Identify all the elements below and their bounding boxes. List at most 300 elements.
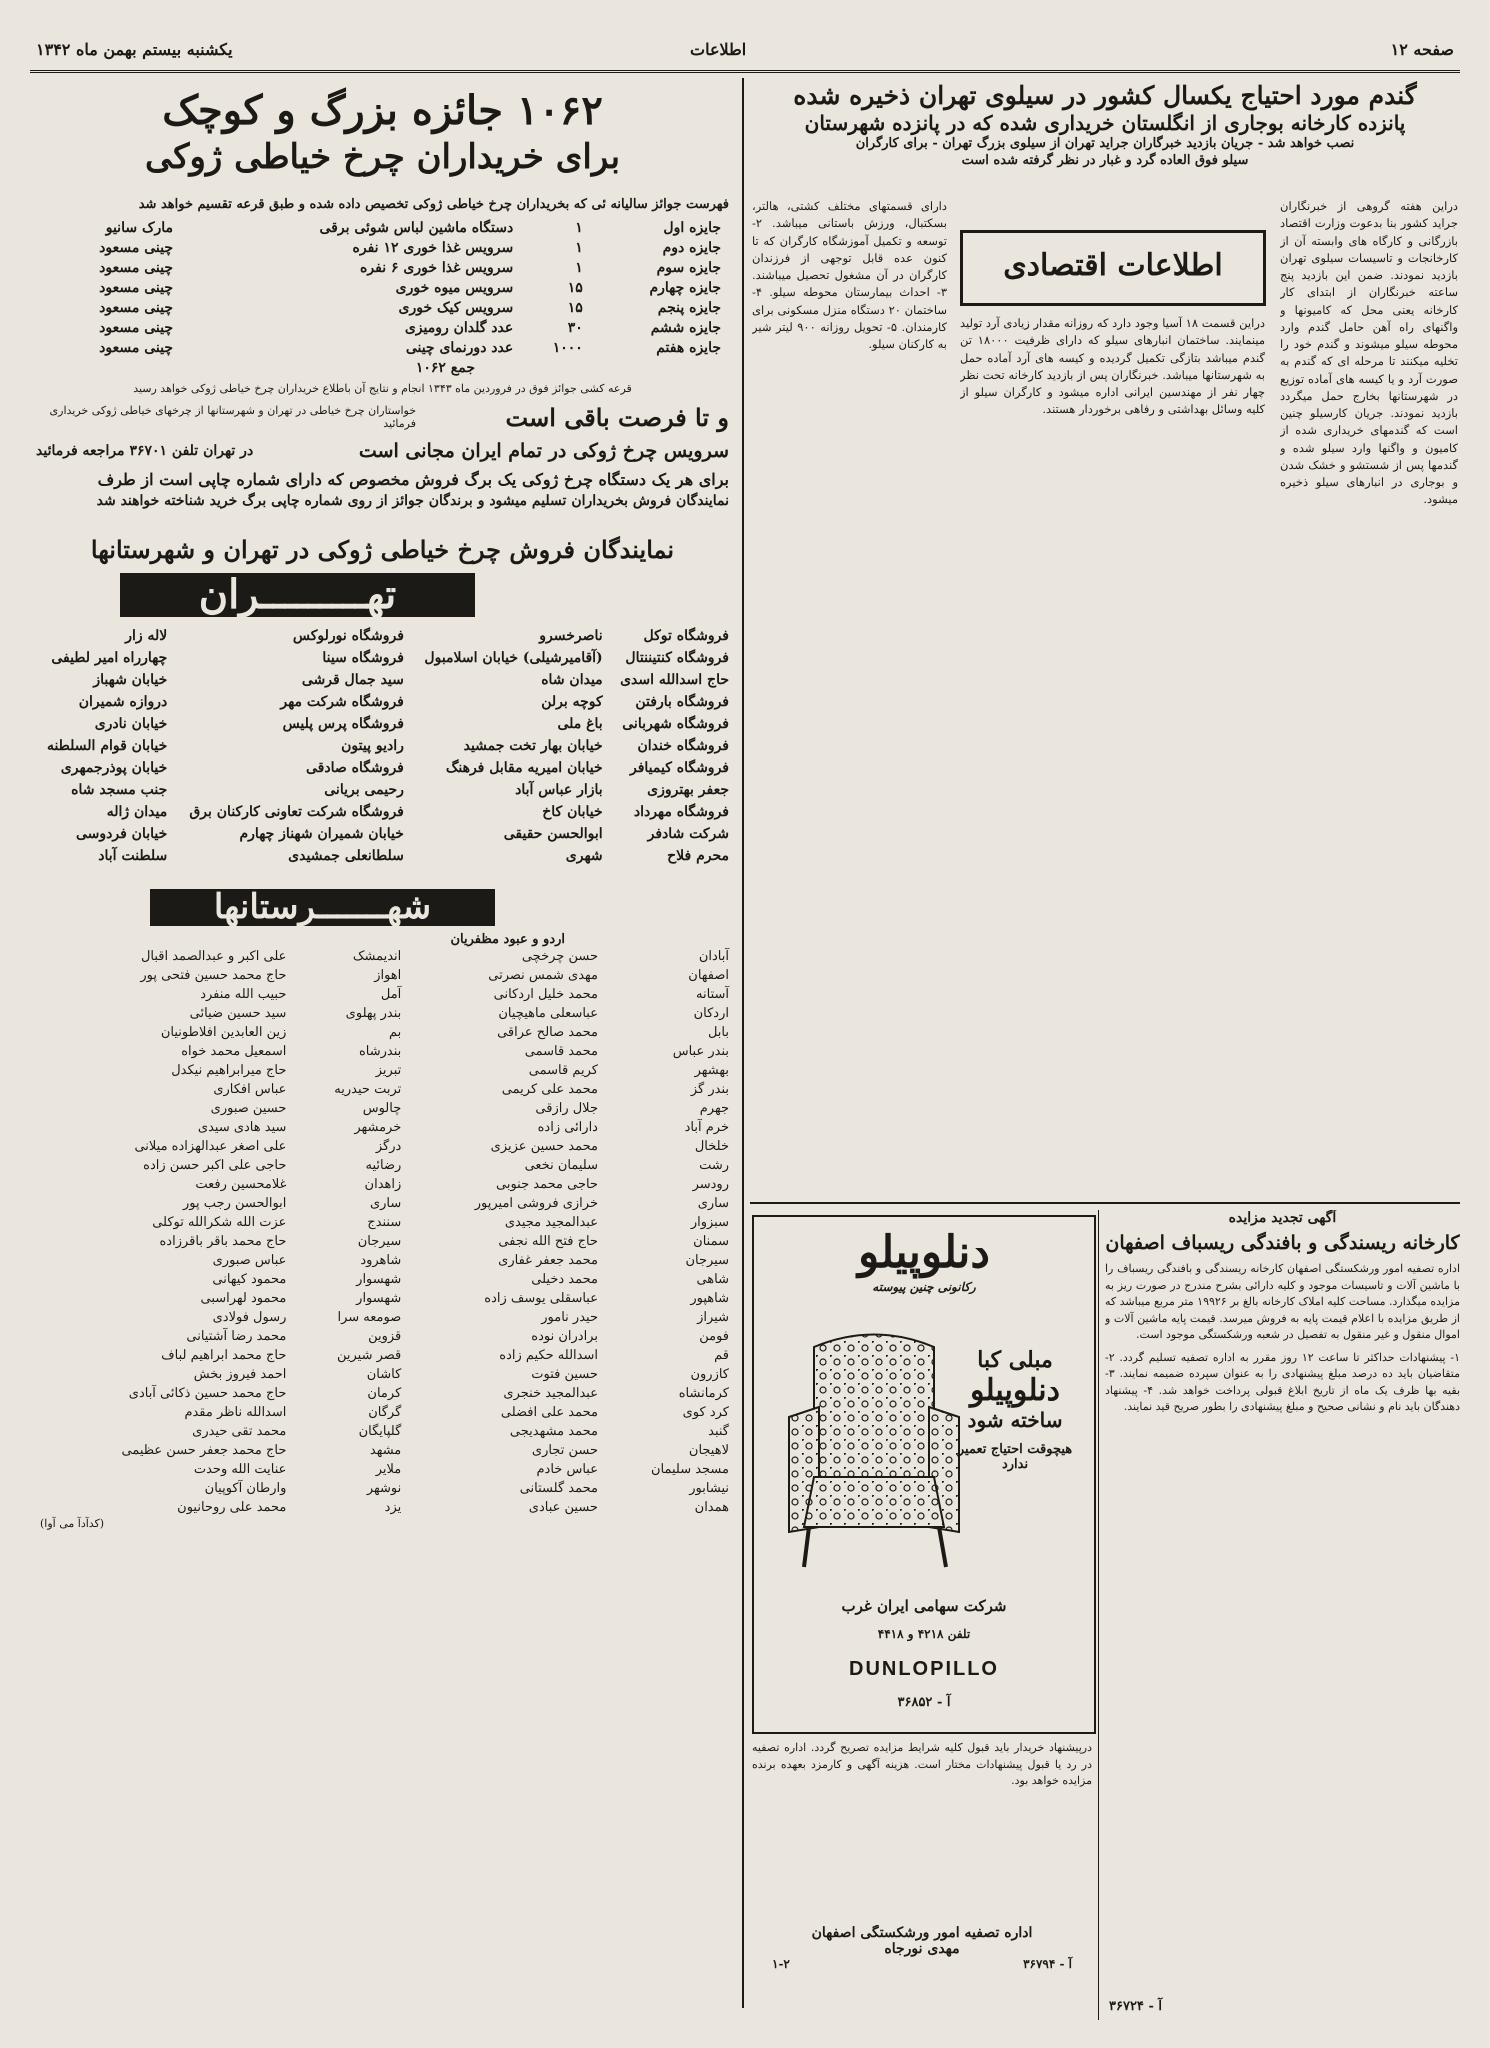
agent-name: حاج محمد حسین ذکائی آبادی — [128, 1385, 287, 1401]
tehran-agent-cell: خیابان شهباز — [93, 671, 168, 688]
tehran-agent-row — [35, 845, 735, 867]
dunlopillo-dealer: شرکت سهامی ایران غرب — [841, 1597, 1007, 1615]
dunlopillo-slogan — [950, 1347, 1080, 1472]
tehran-agent-cell: رادیو پیتون — [341, 737, 404, 754]
prize-row — [37, 258, 727, 278]
agents-title: نمایندگان فروش چرخ خیاطی ژوکی در تهران و شهرستانها — [90, 534, 675, 564]
prize-item: سرویس کیک خوری — [398, 299, 514, 316]
city-name: قزوین — [368, 1328, 402, 1344]
agent-name: محمد علی افضلی — [500, 1404, 598, 1420]
city-name: کرمانشاه — [678, 1385, 729, 1401]
prize-rank: جایزه هفتم — [656, 339, 721, 356]
agent-name: عباس صبوری — [212, 1252, 287, 1268]
agent-name: محمد حسین عزیزی — [490, 1138, 598, 1154]
agent-name: حاج میرابراهیم نیکدل — [171, 1062, 287, 1078]
city-name: ساری — [697, 1195, 729, 1211]
city-name: سیرجان — [357, 1233, 402, 1249]
city-name: اهواز — [374, 967, 402, 983]
prize-rank: جایزه ششم — [650, 319, 721, 336]
city-name: بابل — [707, 1024, 729, 1040]
tehran-agent-cell: فروشگاه بارفتن — [635, 693, 729, 710]
city-agent-row — [35, 985, 735, 1004]
agent-name: سلیمان نخعی — [524, 1157, 598, 1173]
ad-footer-code: (کدآدآ می آوا) — [40, 1516, 105, 1530]
tehran-agent-cell: خیابان قوام السلطنه — [46, 737, 168, 754]
dunlopillo-brand: دنلوپیلو — [858, 1227, 990, 1278]
wheat-article-body-col3 — [752, 198, 947, 1188]
city-agent-row — [35, 1346, 735, 1365]
agent-name: مهدی شمس نصرتی — [488, 967, 598, 983]
city-agent-row — [35, 1232, 735, 1251]
prize-row — [37, 298, 727, 318]
city-name: اندیمشک — [352, 948, 402, 964]
agent-name: محمد صالح عراقی — [497, 1024, 598, 1040]
prize-list-intro: فهرست جوائز سالیانه ئی که بخریداران چرخ خیاطی ژوکی تخصیص داده شده و طبق قرعه تقسیم خواهد شد — [138, 196, 729, 212]
auction-signature — [752, 1925, 1092, 1995]
city-name: گلپایگان — [358, 1423, 402, 1439]
section-divider — [750, 1202, 1460, 1204]
prize-rank: جایزه سوم — [656, 259, 721, 276]
wheat-article-body-col2 — [960, 315, 1265, 1195]
city-name: ساری — [369, 1195, 402, 1211]
city-name: رودسر — [692, 1176, 729, 1192]
city-name: اصفهان — [688, 967, 729, 983]
auction-notice — [1105, 1210, 1460, 2020]
city-name: بندر پهلوی — [345, 1005, 402, 1021]
prize-brand: چینی مسعود — [99, 239, 173, 256]
tehran-agent-row — [35, 823, 735, 845]
city-agent-row — [35, 1118, 735, 1137]
city-name: یزد — [384, 1499, 402, 1515]
headline-sub: پانزده کارخانه بوجاری از انگلستان خریداری شده که در پانزده شهرستان — [804, 111, 1406, 136]
city-agent-row — [35, 947, 735, 966]
prize-table — [37, 218, 727, 358]
newspaper-page — [30, 30, 1460, 2020]
column-divider — [742, 78, 744, 2008]
winners-note: نمایندگان فروش بخریداران تسلیم میشود و برندگان جوائز از روی شماره چاپی برگ خرید شناخته خواهند شد — [96, 492, 729, 509]
agent-name: محمود لهراسبی — [200, 1290, 287, 1306]
city-name: لاهیجان — [688, 1442, 729, 1458]
city-agent-row — [35, 1061, 735, 1080]
city-agent-row — [35, 1460, 735, 1479]
city-agent-row — [35, 1251, 735, 1270]
tehran-agent-row — [35, 757, 735, 779]
slogan-line-4: هیچوقت احتیاج تعمیر ندارد — [957, 1442, 1073, 1472]
city-name: شاهرود — [360, 1252, 402, 1268]
city-name: آبادان — [698, 948, 729, 964]
article-text: دراین هفته گروهی از خبرنگاران جراید کشور بنا بدعوت وزارت اقتصاد بازرگانی و کارگاه های وابسته آن از کارخانجات و تاسیسات سیلوی تهران بازدید نمودند. ضمن این بازدید پنج ساعته خبرنگاران از ابتدای کار کارخانه یعنی محل که کامیونها و واگنهای راه آهن حامل گندم وارد محوطه سیلو میشوند و گندم خود را تخلیه میکنند تا مرحله ای که گندم به صورت آرد و یا کیسه های آماده توزیع در شهرستانها بخارج حمل میگردد بازدید نمودند. جریان کارسیلو چنین است که گندمهای خریداری شده از کامیون و واگنها وارد سیلو شده و گندمها پس از شستشو و خشک شدن و بوجاری در انبارهای سیلو ذخیره میشود. — [1280, 199, 1458, 507]
city-name: آمل — [380, 986, 402, 1002]
auction-body: اداره تصفیه امور ورشکستگی اصفهان کارخانه ریسندگی و بافندگی ریسباف را با ماشین آلات و تاسیسات موجود و کلیه دارائی بشرح مندرج در صورت ریز به مزایده میگذارد. مساحت کلیه املاک کارخانه بالغ بر ۱۹۹۲۶ متر مربع میباشد که از طریق مزایده با اعلام قیمت پایه به فروش میرسد. قیمت پایه ماشین آلات و اموال منقول و غیر منقول به تفصیل در شعبه ورشکستگی موجود است. — [1105, 1262, 1460, 1342]
prize-brand: چینی مسعود — [99, 299, 173, 316]
city-name: سمنان — [693, 1233, 729, 1249]
sales-slip-note: برای هر یک دستگاه چرخ ژوکی یک برگ فروش مخصوص که دارای شماره چاپی است از طرف — [97, 469, 729, 489]
city-name: گرگان — [368, 1404, 402, 1420]
tehran-agent-cell: فروشگاه کیمیافر — [629, 759, 729, 776]
tehran-agent-row — [35, 801, 735, 823]
paper-name: اطلاعات — [690, 40, 747, 59]
city-name: بندر عباس — [672, 1043, 729, 1059]
auction-conditions: درپیشنهاد خریدار باید قبول کلیه شرایط مزایده تصریح گردد. اداره تصفیه در رد یا قبول پیشنهادات مختار است. هزینه آگهی و کارمزد بعهده برنده مزایده خواهد بود. — [752, 1741, 1092, 1787]
agent-name: عباسقلی یوسف زاده — [484, 1290, 598, 1306]
tehran-agent-cell: فروشگاه پرس پلیس — [282, 715, 404, 732]
tehran-agent-cell: خیابان شمیران شهناز چهارم — [239, 825, 404, 842]
article-text: دراین قسمت ۱۸ آسیا وجود دارد که روزانه مقدار زیادی آرد تولید مینمایند. ساختمان انبارهای سیلو که دارای ظرفیت ۱۸۰۰۰ تن گندم میباشد بتازگی تکمیل گردیده و کیسه های آرد آماده حمل به شهرستانها میباشد. خبرنگاران پس از بازدید کارخانه تحت نظر چهار نفر از مهندسین ایرانی اداره میشود و کارگران سیلو از کلیه وسائل بهداشتی و رفاهی برخوردار هستند. — [960, 316, 1265, 417]
agent-name: زین العابدین افلاطونیان — [160, 1024, 287, 1040]
tehran-agent-cell: رحیمی بریانی — [324, 781, 404, 798]
agent-name: رسول فولادی — [212, 1309, 287, 1325]
city-name: رشت — [699, 1157, 729, 1173]
city-agent-row — [35, 1156, 735, 1175]
city-name: آستانه — [696, 986, 729, 1002]
city-name: بندر گز — [690, 1081, 729, 1097]
city-name: خلخال — [694, 1138, 729, 1154]
city-agent-row — [35, 1023, 735, 1042]
economic-banner-text: اطلاعات اقتصادی — [1003, 248, 1223, 283]
tehran-agent-cell: میدان ژاله — [106, 803, 168, 820]
prize-item: سرویس میوه خوری — [395, 279, 514, 296]
prize-row — [37, 238, 727, 258]
auction-serial: ۱-۲ — [772, 1957, 790, 1971]
tehran-agent-cell: خیابان کاخ — [542, 803, 603, 820]
agent-name: محمد علی روحانیون — [177, 1499, 287, 1515]
zooki-title-2: برای خریداران چرخ خیاطی ژوکی — [144, 137, 621, 177]
free-service-note: سرویس چرخ ژوکی در تمام ایران مجانی است — [358, 439, 729, 462]
prize-qty: ۱۵ — [567, 279, 583, 296]
agent-name: حاجی علی اکبر حسن زاده — [143, 1157, 287, 1173]
prize-brand: چینی مسعود — [99, 279, 173, 296]
city-name: کاشان — [366, 1366, 402, 1382]
tehran-agent-cell: فروشگاه سینا — [322, 649, 404, 666]
city-name: سنندج — [367, 1214, 402, 1230]
tehran-agent-cell: شهری — [565, 847, 603, 864]
city-name: اردکان — [693, 1005, 729, 1021]
prize-row — [37, 218, 727, 238]
auction-code: آ - ۳۶۷۲۴ — [1109, 1999, 1162, 2014]
city-name: تبریز — [375, 1062, 402, 1078]
city-agent-row — [35, 1498, 735, 1517]
buy-zooki-note: خواستاران چرخ خیاطی در تهران و شهرستانها از چرخهای خیاطی ژوکی خریداری فرمائید — [49, 404, 416, 430]
headline-kicker-2: سیلو فوق العاده گرد و غبار در نظر گرفته شده است — [961, 152, 1249, 168]
prize-item: عدد گلدان رومیزی — [404, 319, 514, 336]
prize-rank: جایزه دوم — [662, 239, 721, 256]
prize-item: سرویس غذا خوری ۶ نفره — [360, 259, 514, 276]
city-name: فومن — [699, 1328, 729, 1344]
city-name: مشهد — [369, 1442, 402, 1458]
column-divider — [1098, 1210, 1099, 2020]
prize-brand: چینی مسعود — [99, 319, 173, 336]
auction-terms: ۱- پیشنهادات حداکثر تا ساعت ۱۲ روز مقرر به اداره تصفیه تسلیم گردد. ۲- متقاضیان باید ده درصد مبلغ پیشنهادی را به عنوان سپرده ضمیمه نمایند. ۳- بقیه بها ظرف یک ماه از تاریخ ابلاغ قبولی پرداخت خواهد شد. ۴- پیشنهاد دهندگان باید نام و نشانی صحیح و مبلغ پیشنهادی را بطور صریح قید نمایند. — [1105, 1350, 1460, 1414]
city-agent-row — [35, 1365, 735, 1384]
prize-qty: ۱۰۰۰ — [552, 339, 583, 356]
city-name: بهشهر — [694, 1062, 729, 1078]
agent-name: دارائی زاده — [537, 1119, 598, 1135]
dunlopillo-brand-en: DUNLOPILLO — [849, 1658, 999, 1680]
auction-codes — [752, 1957, 1092, 1971]
city-name: سبزوار — [690, 1214, 729, 1230]
agent-name: عباس افکاری — [213, 1081, 287, 1097]
cities-banner: شهـــــــرستانها — [150, 889, 495, 926]
city-agent-row — [35, 1080, 735, 1099]
agent-name: حسین صبوری — [210, 1100, 287, 1116]
tehran-agent-cell: جعفر بهتروزی — [647, 781, 729, 798]
tehran-agent-cell: فروشگاه مهرداد — [633, 803, 729, 820]
service-row — [36, 440, 729, 462]
city-name: صومعه سرا — [337, 1309, 402, 1325]
wheat-article-body-col1 — [1280, 198, 1458, 1198]
city-name: مسجد سلیمان — [650, 1461, 729, 1477]
city-name: نوشهر — [366, 1480, 402, 1496]
prize-item: دستگاه ماشین لباس شوئی برقی — [319, 219, 514, 236]
agent-name: کریم قاسمی — [528, 1062, 598, 1078]
tehran-agent-cell: فروشگاه کنتیننتال — [625, 649, 729, 666]
agent-name: محمد جعفر غفاری — [498, 1252, 598, 1268]
signer-name: مهدی نورجاه — [884, 1941, 960, 1957]
prize-rank: جایزه اول — [663, 219, 721, 236]
prize-qty: ۱ — [575, 239, 583, 256]
city-name: جهرم — [699, 1100, 729, 1116]
agent-name: حیدر نامور — [541, 1309, 598, 1325]
city-name: تربت حیدریه — [334, 1081, 402, 1097]
tehran-agent-cell: خیابان پوذرجمهری — [60, 759, 168, 776]
dunlopillo-phone: تلفن ۴۲۱۸ و ۴۴۱۸ — [877, 1627, 971, 1641]
prize-rank: جایزه پنجم — [657, 299, 721, 316]
tehran-agent-cell: شرکت شادفر — [647, 825, 729, 842]
city-agent-row — [35, 1042, 735, 1061]
tehran-agent-cell: بازار عباس آباد — [515, 781, 603, 798]
tehran-agent-cell: کوچه برلن — [541, 693, 603, 710]
agent-name: حاجی محمد جنوبی — [496, 1176, 598, 1192]
agent-name: علی اصغر عبدالهزاده میلانی — [134, 1138, 287, 1154]
prize-total: جمع ۱۰۶۲ — [415, 359, 475, 376]
agent-name: محمد قاسمی — [524, 1043, 598, 1059]
city-agent-row — [35, 1403, 735, 1422]
tehran-agent-cell: لاله زار — [125, 627, 168, 644]
tehran-agent-cell: سلطانعلی جمشیدی — [288, 847, 404, 864]
economic-section-banner — [960, 230, 1266, 306]
agent-name: حاج محمد باقر باقرزاده — [159, 1233, 287, 1249]
prize-row — [37, 278, 727, 298]
tehran-agent-row — [35, 691, 735, 713]
agent-name: حاج محمد حسین فتحی پور — [140, 967, 287, 983]
tehran-banner: تهـــــــــران — [120, 573, 475, 617]
tehran-agent-cell: خیابان نادری — [94, 715, 168, 732]
auction-notice-continued — [752, 1740, 1092, 1920]
city-name: کرد کوی — [682, 1404, 729, 1420]
dunlopillo-ad — [752, 1215, 1096, 1734]
zooki-advertisement — [30, 80, 735, 2020]
dunlopillo-code: آ - ۳۶۸۵۲ — [897, 1695, 951, 1710]
prize-qty: ۱۵ — [567, 299, 583, 316]
agent-name: عبدالمجید خنجری — [503, 1385, 598, 1401]
tehran-agent-cell: (آقامیرشیلی) خیابان اسلامبول — [424, 649, 603, 666]
city-name: چالوس — [362, 1100, 402, 1116]
tehran-agent-cell: فروشگاه توکل — [643, 627, 729, 644]
wheat-article-headline — [750, 80, 1460, 190]
tehran-agent-cell: باغ ملی — [557, 715, 603, 732]
city-name: سیرجان — [685, 1252, 729, 1268]
prize-qty: ۱ — [575, 219, 583, 236]
city-name: قم — [714, 1347, 729, 1363]
city-name: قصر شیرین — [336, 1347, 402, 1363]
city-name: گنبد — [708, 1423, 729, 1439]
tehran-agent-cell: فروشگاه خندان — [637, 737, 729, 754]
tehran-agent-cell: سید جمال قرشی — [301, 671, 404, 688]
city-name: کرمان — [367, 1385, 402, 1401]
city-name: بندرشاه — [358, 1043, 402, 1059]
tehran-agent-cell: چهارراه امیر لطیفی — [51, 649, 168, 666]
agent-name: محمود کیهانی — [212, 1271, 287, 1287]
auction-title: کارخانه ریسندگی و بافندگی ریسباف اصفهان — [1105, 1231, 1460, 1254]
tehran-agent-cell: فروشگاه نورلوکس — [292, 627, 404, 644]
agent-name: ابوالحسن رجب پور — [183, 1195, 287, 1211]
tehran-agent-cell: دروازه شمیران — [78, 693, 168, 710]
page-number: صفحه ۱۲ — [1390, 40, 1454, 59]
prize-row — [37, 318, 727, 338]
city-name: شهسوار — [356, 1271, 402, 1287]
issue-date: یکشنبه بیستم بهمن ماه ۱۳۴۲ — [36, 40, 233, 59]
agent-name: حاج محمد ابراهیم لباف — [161, 1347, 287, 1363]
agent-name: حاج فتح الله نجفی — [498, 1233, 598, 1249]
tehran-agent-cell: ابوالحسن حقیقی — [503, 825, 603, 842]
tehran-agent-row — [35, 647, 735, 669]
city-agent-row — [35, 1289, 735, 1308]
city-agent-row — [35, 1099, 735, 1118]
prize-brand: چینی مسعود — [99, 259, 173, 276]
city-agent-row — [35, 1004, 735, 1023]
city-name: بم — [388, 1024, 402, 1040]
city-name: شهسوار — [356, 1290, 402, 1306]
dunlopillo-tagline: رکانونی چنین پیوسته — [872, 1280, 976, 1294]
city-agent-row — [35, 1213, 735, 1232]
city-agents-table — [35, 947, 735, 1517]
agent-name: سید حسین ضیائی — [189, 1005, 287, 1021]
city-agent-row — [35, 1270, 735, 1289]
tehran-phone-note: در تهران تلفن ۳۶۷۰۱ مراجعه فرمائید — [36, 442, 254, 459]
auction-ref-code: آ - ۳۶۷۹۴ — [1023, 1957, 1072, 1971]
tehran-agent-row — [35, 735, 735, 757]
agent-name: حاج محمد جعفر حسن عظیمی — [121, 1442, 287, 1458]
agent-name: حسن تجاری — [531, 1442, 598, 1458]
prize-qty: ۱ — [575, 259, 583, 276]
agent-name: جلال رازقی — [535, 1100, 598, 1116]
slogan-line-2: دنلوپیلو — [970, 1373, 1060, 1408]
tehran-agent-cell: ناصرخسرو — [539, 627, 603, 644]
agent-name: علی اکبر و عبدالصمد اقبال — [140, 948, 287, 964]
city-agent-row — [35, 1308, 735, 1327]
agent-name: خرازی فروشی امیرپور — [474, 1195, 598, 1211]
city-agent-row — [35, 1384, 735, 1403]
city-agent-row — [35, 1137, 735, 1156]
tehran-agent-row — [35, 625, 735, 647]
prize-row — [37, 338, 727, 358]
agent-name: اسدالله حکیم زاده — [499, 1347, 598, 1363]
zooki-title-1: ۱۰۶۲ جائزه بزرگ و کوچک — [162, 87, 603, 134]
slogan-line-3: ساخته شود — [967, 1408, 1063, 1432]
city-agent-row — [35, 1479, 735, 1498]
prize-item: عدد دورنمای چینی — [405, 339, 514, 356]
headline-kicker: نصب خواهد شد - جریان بازدید خبرگاران جراید تهران از سیلوی بزرگ تهران - برای کارگران — [855, 136, 1355, 152]
armchair-illustration — [774, 1327, 974, 1577]
city-agent-row — [35, 1327, 735, 1346]
agent-name: حبیب الله منفرد — [200, 986, 287, 1002]
city-name: کازرون — [690, 1366, 729, 1382]
agent-name: محمد تقی حیدری — [192, 1423, 287, 1439]
tehran-agent-cell: فروشگاه صادقی — [306, 759, 404, 776]
city-agent-row — [35, 1194, 735, 1213]
agent-name: احمد فیروز بخش — [193, 1366, 287, 1382]
tehran-agent-cell: جنب مسجد شاه — [71, 781, 168, 798]
page-header — [30, 30, 1460, 73]
agent-name: وارطان آکوپیان — [204, 1480, 287, 1496]
agent-name: سید هادی سیدی — [197, 1119, 287, 1135]
city-agent-row — [35, 1175, 735, 1194]
remaining-time-row — [36, 403, 729, 432]
tehran-agent-cell: خیابان امیریه مقابل فرهنگ — [445, 759, 603, 776]
tehran-agent-cell: خیابان فردوسی — [75, 825, 168, 842]
agent-name: عباسعلی ماهیچیان — [498, 1005, 598, 1021]
city-agent-row — [35, 966, 735, 985]
city-name: شیراز — [697, 1309, 729, 1325]
city-name: رضائیه — [365, 1157, 402, 1173]
agent-name: محمد علی کریمی — [501, 1081, 598, 1097]
agent-name: حسین فتوت — [531, 1366, 598, 1382]
agent-name: عنایت الله وحدت — [193, 1461, 287, 1477]
remaining-time-slogan: و تا فرصت باقی است — [505, 402, 729, 432]
tehran-agent-cell: حاج اسدالله اسدی — [620, 671, 729, 688]
agent-name: اسمعیل محمد خواه — [181, 1043, 287, 1059]
tehran-agent-cell: فروشگاه شهربانی — [622, 715, 729, 732]
agent-name: غلامحسین رفعت — [195, 1176, 287, 1192]
agent-name: محمد مشهدیجی — [509, 1423, 598, 1439]
city-name: درگز — [375, 1138, 402, 1154]
agent-name: حسن چرخچی — [521, 948, 598, 964]
tehran-agent-row — [35, 779, 735, 801]
city-name: شاهپور — [690, 1290, 729, 1306]
tehran-agent-cell: فروشگاه شرکت تعاونی کارکنان برق — [189, 803, 404, 820]
tehran-agent-cell: میدان شاه — [541, 671, 603, 688]
city-agent-row — [35, 1441, 735, 1460]
signer-org: اداره تصفیه امور ورشکستگی اصفهان — [811, 1925, 1033, 1941]
tehran-agents-table — [35, 625, 735, 867]
draw-note: قرعه کشی جوائز فوق در فروردین ماه ۱۳۴۳ انجام و نتایج آن باطلاع خریداران چرخ خیاطی ژوکی خواهد رسید — [133, 381, 632, 395]
city-name: نیشابور — [689, 1480, 729, 1496]
agent-name: محمد رضا آشتیانی — [186, 1328, 287, 1344]
city-name: شاهی — [696, 1271, 729, 1287]
tehran-agent-cell: محرم فلاح — [667, 847, 729, 864]
article-text: دارای قسمتهای مختلف کشتی، هالتر، بسکتبال، ورزش باستانی میباشد. ۲- توسعه و تکمیل آموزشگاه کارگران که تا کنون عده قابل توجهی از فرزندان کارگران در آن مشغول تحصیل میباشند. ۳- احداث بیمارستان محوطه سیلو. ۴- ساختمان ۲۰ دستگاه منزل مسکونی برای کارمندان. ۵- تحویل روزانه ۹۰۰ لیتر شیر به کارکنان سیلو. — [752, 199, 947, 351]
agent-name: محمد دخیلی — [531, 1271, 598, 1287]
agent-name: برادران نوده — [531, 1328, 598, 1344]
city-name: همدان — [694, 1499, 729, 1515]
tehran-agent-row — [35, 713, 735, 735]
slogan-line-1: مبلی کبا — [977, 1347, 1053, 1373]
city-agent-row — [35, 1422, 735, 1441]
prize-brand: مارک سانیو — [105, 219, 173, 236]
city-name: ملایر — [375, 1461, 402, 1477]
agent-name: عزت الله شکرالله توکلی — [152, 1214, 287, 1230]
agent-name: محمد خلیل اردکانی — [493, 986, 598, 1002]
prize-brand: چینی مسعود — [99, 339, 173, 356]
prize-item: سرویس غذا خوری ۱۲ نفره — [352, 239, 514, 256]
agent-name: محمد گلستانی — [519, 1480, 598, 1496]
tehran-agent-cell: فروشگاه شرکت مهر — [280, 693, 404, 710]
city-name: خرم آباد — [684, 1119, 729, 1135]
auction-small-title: آگهی تجدید مزایده — [1228, 1210, 1337, 1226]
city-name: زاهدان — [364, 1176, 402, 1192]
agent-name: عبدالمجید مجیدی — [504, 1214, 598, 1230]
headline-main: گندم مورد احتیاج یکسال کشور در سیلوی تهران ذخیره شده — [793, 81, 1417, 110]
